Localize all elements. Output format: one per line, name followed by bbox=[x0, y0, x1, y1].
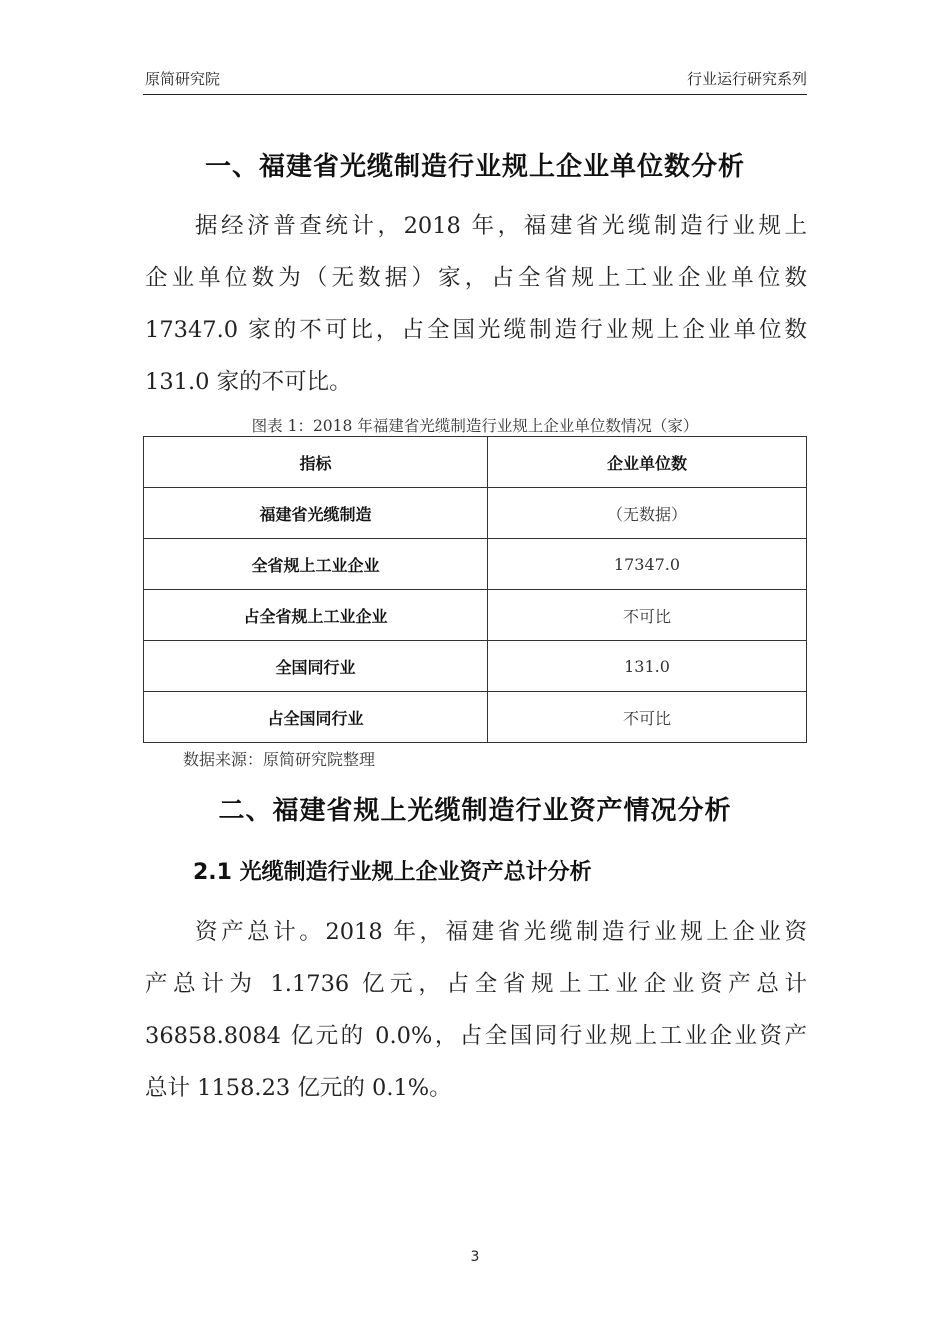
paragraph-line: 36858.8084 亿元的 0.0%，占全国同行业规上工业企业资产 bbox=[145, 1023, 807, 1049]
column-header-count: 企业单位数 bbox=[488, 437, 807, 488]
section-2-paragraph bbox=[145, 906, 807, 1114]
section-2-1-subtitle: 2.1 光缆制造行业规上企业资产总计分析 bbox=[193, 860, 592, 885]
section-2-title: 二、福建省规上光缆制造行业资产情况分析 bbox=[218, 796, 732, 826]
row-value: 不可比 bbox=[488, 692, 807, 743]
section-1-paragraph bbox=[145, 200, 807, 408]
paragraph-line: 据经济普查统计，2018 年，福建省光缆制造行业规上 bbox=[195, 213, 807, 239]
paragraph-line: 企业单位数为（无数据）家，占全省规上工业企业单位数 bbox=[145, 265, 807, 291]
enterprise-count-table bbox=[143, 436, 807, 743]
table-header-row bbox=[144, 437, 807, 488]
table-caption: 图表 1：2018 年福建省光缆制造行业规上企业单位数情况（家） bbox=[251, 417, 699, 435]
table-row bbox=[144, 692, 807, 743]
header-series-name: 行业运行研究系列 bbox=[686, 70, 807, 88]
row-label: 占全国同行业 bbox=[144, 692, 488, 743]
row-label: 占全省规上工业企业 bbox=[144, 590, 488, 641]
row-label: 全省规上工业企业 bbox=[144, 539, 488, 590]
column-header-indicator: 指标 bbox=[144, 437, 488, 488]
table-row bbox=[144, 488, 807, 539]
paragraph-line: 总计 1158.23 亿元的 0.1%。 bbox=[145, 1075, 452, 1101]
row-value: （无数据） bbox=[488, 488, 807, 539]
paragraph-line: 资产总计。2018 年，福建省光缆制造行业规上企业资 bbox=[195, 919, 807, 945]
row-label: 全国同行业 bbox=[144, 641, 488, 692]
table-row bbox=[144, 539, 807, 590]
header-org-name: 原简研究院 bbox=[145, 70, 221, 88]
header-divider bbox=[143, 94, 807, 95]
section-1-title: 一、福建省光缆制造行业规上企业单位数分析 bbox=[204, 152, 745, 182]
paragraph-line: 131.0 家的不可比。 bbox=[145, 369, 352, 395]
table-row bbox=[144, 641, 807, 692]
row-value: 131.0 bbox=[488, 641, 807, 692]
row-label: 福建省光缆制造 bbox=[144, 488, 488, 539]
table-row bbox=[144, 590, 807, 641]
row-value: 不可比 bbox=[488, 590, 807, 641]
paragraph-line: 17347.0 家的不可比，占全国光缆制造行业规上企业单位数 bbox=[145, 317, 807, 343]
row-value: 17347.0 bbox=[488, 539, 807, 590]
paragraph-line: 产总计为 1.1736 亿元，占全省规上工业企业资产总计 bbox=[145, 971, 807, 997]
data-source-note: 数据来源：原简研究院整理 bbox=[183, 750, 376, 769]
page-number: 3 bbox=[470, 1249, 480, 1265]
